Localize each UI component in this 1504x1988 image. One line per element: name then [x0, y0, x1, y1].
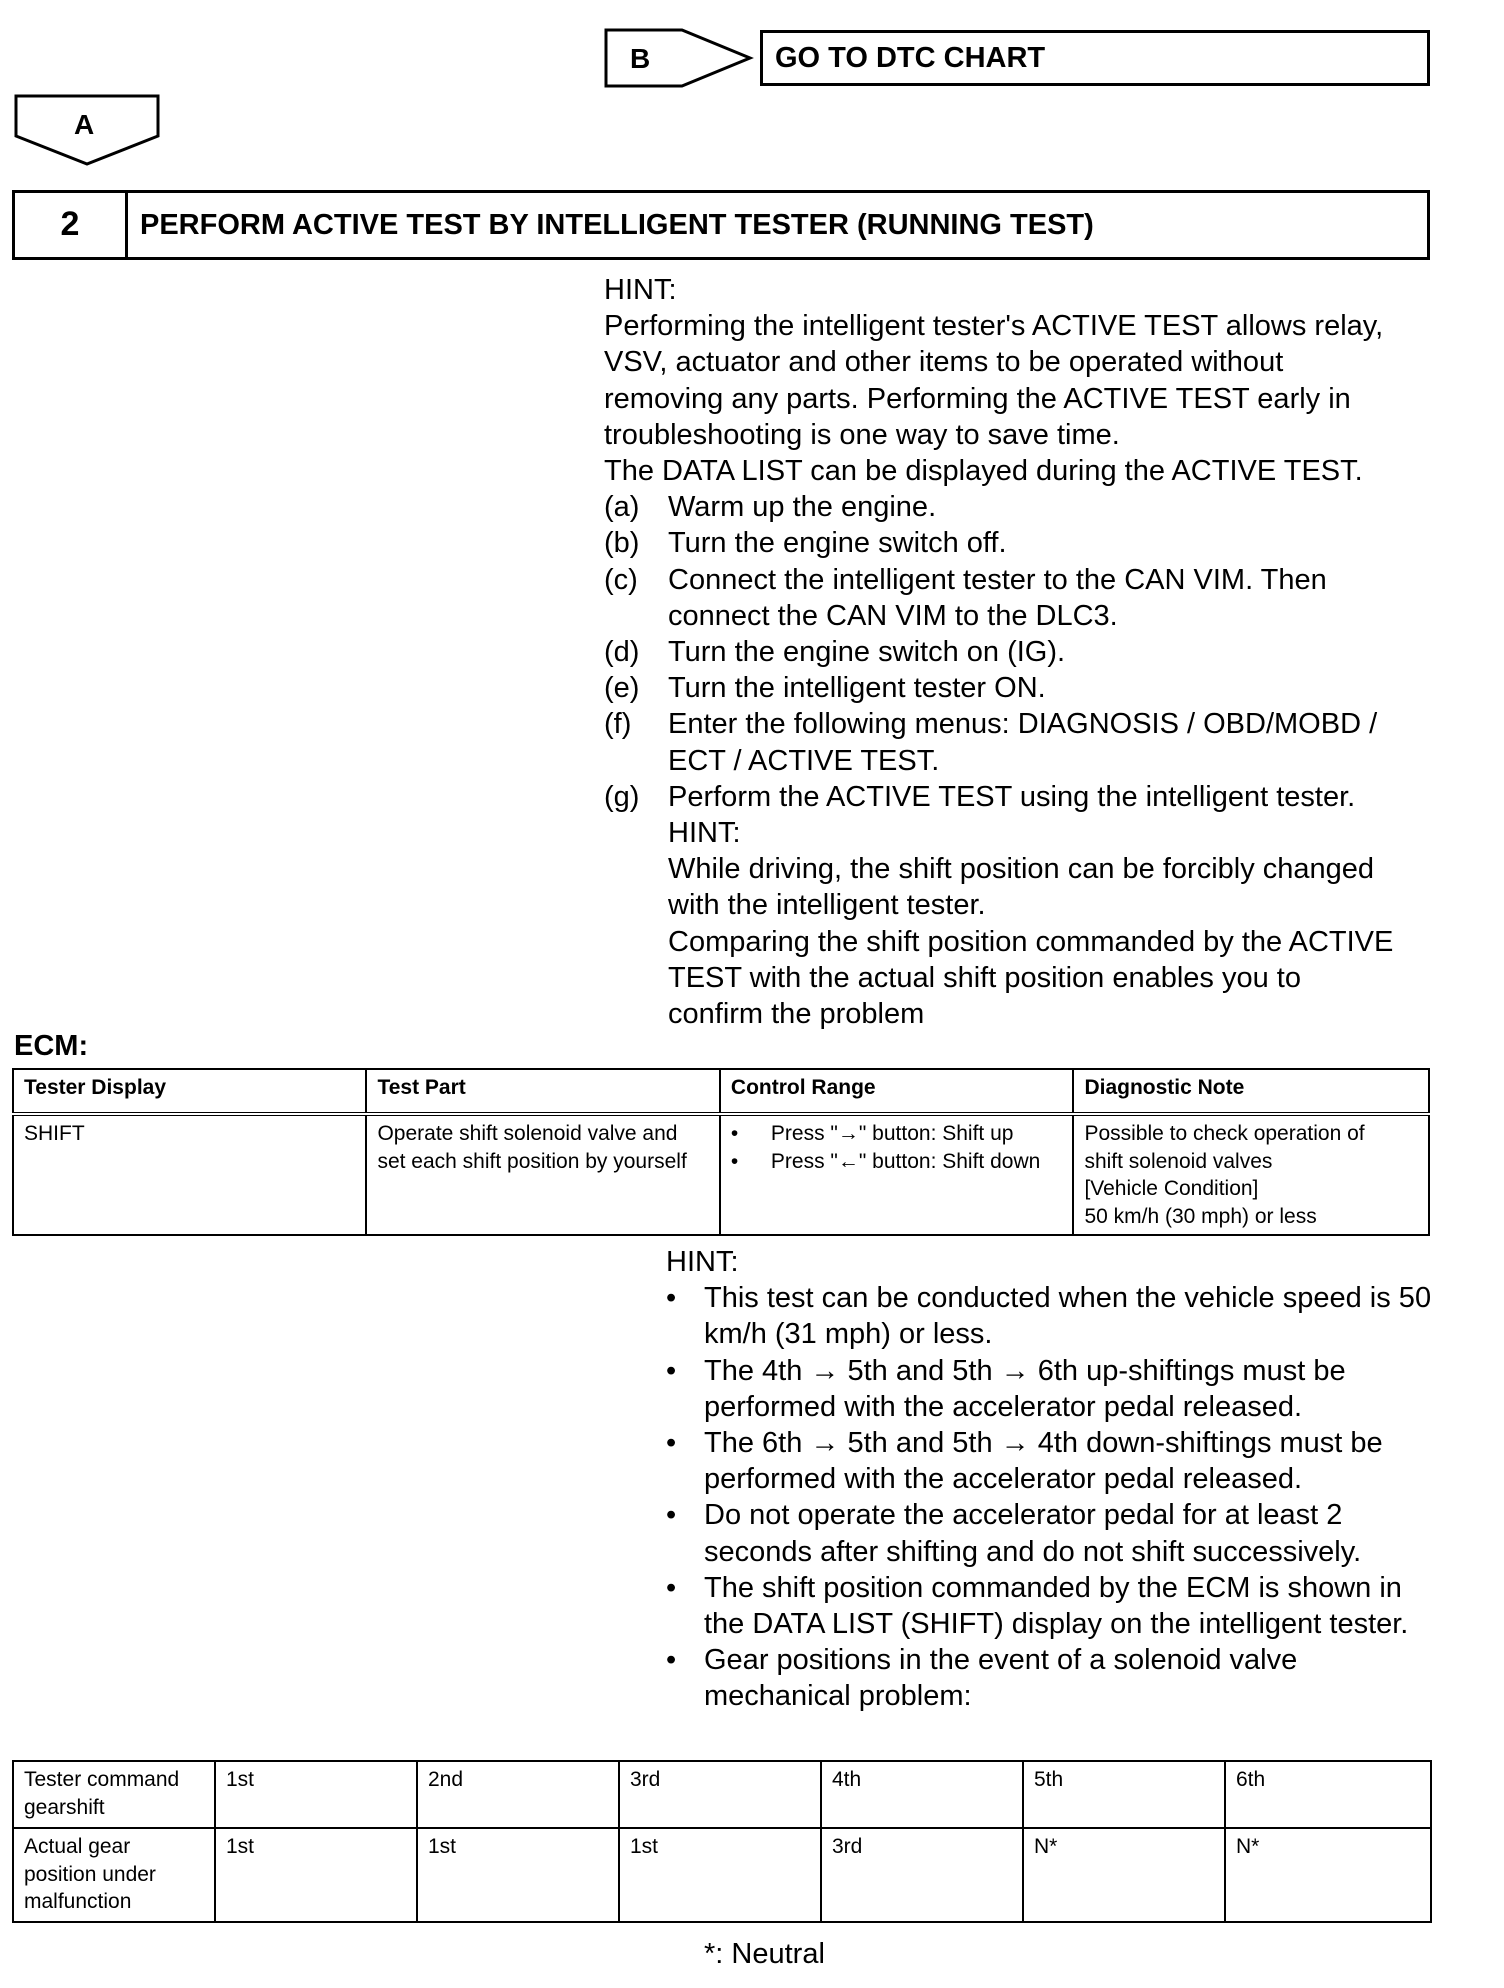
- procedure-step: [604, 634, 1434, 670]
- hint-bullet: [666, 1570, 1436, 1642]
- cell-diagnostic-note: [1073, 1114, 1429, 1235]
- diagnostic-note-line: 50 km/h (30 mph) or less: [1084, 1204, 1317, 1228]
- row-label-tester-command: Tester command gearshift: [13, 1761, 215, 1828]
- gear-cell: 1st: [619, 1828, 821, 1922]
- hint-line: Performing the intelligent tester's ACTIVE TEST allows relay,: [604, 310, 1384, 343]
- step-g-hint-line: While driving, the shift position can be forcibly changed: [668, 853, 1375, 886]
- step-text: Perform the ACTIVE TEST using the intelligent tester.: [668, 780, 1356, 813]
- gear-cell: 6th: [1225, 1761, 1431, 1828]
- gear-cell: 1st: [215, 1828, 417, 1922]
- gear-cell: 3rd: [821, 1828, 1023, 1922]
- table-row: [13, 1761, 1431, 1828]
- hint-bullet: [666, 1497, 1436, 1569]
- hint-line: troubleshooting is one way to save time.: [604, 418, 1120, 451]
- hint-bullet-text: This test can be conducted when the vehicle speed is 50 km/h (31 mph) or less.: [704, 1282, 1432, 1351]
- goto-dtc-chart-box: [760, 30, 1430, 86]
- step-g-hint-line: confirm the problem: [668, 998, 925, 1031]
- procedure-step: [604, 525, 1434, 561]
- control-range-item: [731, 1148, 1063, 1176]
- goto-dtc-chart-label: GO TO DTC CHART: [775, 42, 1046, 74]
- procedure-step: [604, 670, 1434, 706]
- gear-cell: 1st: [215, 1761, 417, 1828]
- diagnostic-note-line: Possible to check operation of: [1084, 1122, 1365, 1145]
- step-title: PERFORM ACTIVE TEST BY INTELLIGENT TESTER (RUNNING TEST): [140, 209, 1094, 241]
- control-range-item: [731, 1120, 1063, 1148]
- step-text: Connect the intelligent tester to the CAN VIM. Then connect the CAN VIM to the DLC3.: [668, 563, 1327, 632]
- gear-position-table: [12, 1760, 1432, 1923]
- hint-bullet-text: Gear positions in the event of a solenoid valve mechanical problem:: [704, 1644, 1298, 1713]
- table-header-row: [13, 1069, 1429, 1114]
- header-tester-display: Tester Display: [13, 1069, 366, 1114]
- gear-cell: N*: [1225, 1828, 1431, 1922]
- table-row: [13, 1114, 1429, 1235]
- gear-cell: 2nd: [417, 1761, 619, 1828]
- step-g-hint-line: TEST with the actual shift position enables you to: [668, 961, 1301, 994]
- step-header: [12, 190, 1430, 260]
- header-control-range: Control Range: [720, 1069, 1074, 1114]
- step-label: (b): [604, 527, 640, 560]
- bullet-icon: •: [730, 1149, 739, 1173]
- procedure-step: [604, 489, 1434, 525]
- bullet-icon: •: [666, 1499, 677, 1532]
- step-label: (e): [604, 672, 640, 705]
- bullet-icon: •: [666, 1282, 677, 1315]
- bullet-icon: •: [666, 1571, 677, 1604]
- step-g-hint-heading: HINT:: [668, 817, 741, 850]
- ecm-label: ECM:: [14, 1030, 89, 1062]
- step-label: (c): [604, 563, 638, 596]
- branch-a-arrow: [14, 94, 160, 166]
- step-g-hint-line: with the intelligent tester.: [668, 889, 986, 922]
- gear-cell: 5th: [1023, 1761, 1225, 1828]
- branch-b-label: B: [630, 43, 651, 74]
- bullet-icon: •: [666, 1644, 677, 1677]
- hint-bullet-text: The 4th → 5th and 5th → 6th up-shiftings must be performed with the accelerator pedal released.: [704, 1354, 1346, 1423]
- gear-cell: 1st: [417, 1828, 619, 1922]
- gear-cell: 3rd: [619, 1761, 821, 1828]
- branch-a-label: A: [74, 109, 95, 140]
- gear-cell: 4th: [821, 1761, 1023, 1828]
- hint-lower-block: [666, 1244, 1436, 1715]
- step-text: Warm up the engine.: [668, 491, 937, 524]
- hint-line: VSV, actuator and other items to be operated without: [604, 346, 1284, 379]
- footnote: *: Neutral: [704, 1938, 825, 1970]
- hint-line: removing any parts. Performing the ACTIVE TEST early in: [604, 382, 1351, 415]
- step-label: (d): [604, 636, 640, 669]
- gear-cell: N*: [1023, 1828, 1225, 1922]
- step-text: Turn the engine switch off.: [668, 527, 1007, 560]
- step-g-hint-line: Comparing the shift position commanded by the ACTIVE: [668, 925, 1394, 958]
- step-text: Enter the following menus: DIAGNOSIS / OBD/MOBD / ECT / ACTIVE TEST.: [668, 708, 1378, 777]
- hint-line: The DATA LIST can be displayed during the ACTIVE TEST.: [604, 455, 1363, 488]
- hint-heading: HINT:: [666, 1246, 739, 1278]
- hint-bullet: [666, 1280, 1436, 1352]
- step-label: (a): [604, 491, 640, 524]
- header-test-part: Test Part: [366, 1069, 719, 1114]
- hint-bullet: [666, 1642, 1436, 1714]
- ecm-active-test-table: [12, 1068, 1430, 1236]
- hint-bullet: [666, 1353, 1436, 1425]
- bullet-icon: •: [730, 1122, 739, 1145]
- step-text: Turn the engine switch on (IG).: [668, 636, 1066, 669]
- procedure-step: [604, 779, 1434, 1032]
- control-range-text: Press "←" button: Shift down: [770, 1149, 1041, 1173]
- hint-bullet-text: The shift position commanded by the ECM is shown in the DATA LIST (SHIFT) display on the intelligent tester.: [704, 1571, 1409, 1641]
- procedure-step: [604, 706, 1434, 778]
- step-label: (f): [604, 708, 632, 741]
- step-label: (g): [604, 780, 640, 813]
- hint-bullet: [666, 1425, 1436, 1497]
- cell-test-part: Operate shift solenoid valve and set each shift position by yourself: [366, 1114, 719, 1235]
- header-diagnostic-note: Diagnostic Note: [1073, 1069, 1429, 1114]
- step-number: 2: [15, 193, 128, 257]
- table-row: [13, 1828, 1431, 1922]
- cell-control-range: [720, 1114, 1074, 1235]
- procedure-block: [604, 272, 1434, 1032]
- bullet-icon: •: [666, 1427, 677, 1460]
- step-text: Turn the intelligent tester ON.: [668, 672, 1046, 705]
- control-range-text: Press "→" button: Shift up: [770, 1122, 1014, 1145]
- diagnostic-note-line: shift solenoid valves: [1084, 1149, 1273, 1173]
- procedure-step: [604, 562, 1434, 634]
- row-label-actual-gear: Actual gear position under malfunction: [13, 1828, 215, 1922]
- hint-heading: HINT:: [604, 274, 677, 306]
- branch-b-arrow: [604, 28, 754, 88]
- hint-bullet-text: The 6th → 5th and 5th → 4th down-shiftings must be performed with the accelerator pedal released.: [704, 1427, 1383, 1496]
- diagnostic-note-line: [Vehicle Condition]: [1084, 1177, 1259, 1200]
- bullet-icon: •: [666, 1354, 677, 1387]
- hint-bullet-text: Do not operate the accelerator pedal for at least 2 seconds after shifting and do not shift successively.: [704, 1499, 1362, 1568]
- cell-tester-display: SHIFT: [13, 1114, 366, 1235]
